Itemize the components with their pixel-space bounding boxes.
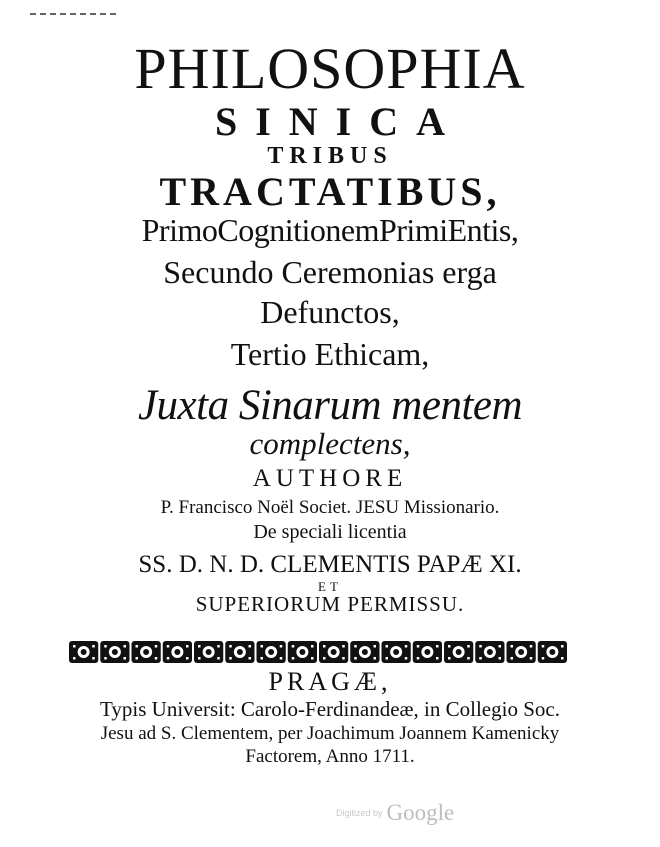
ornament-unit (382, 641, 411, 663)
ornament-unit (225, 641, 254, 663)
ornament-unit (163, 641, 192, 663)
ornament-unit (507, 641, 536, 663)
author-heading: AUTHORE (252, 465, 408, 492)
ornament-unit (288, 641, 317, 663)
google-logo: Google (386, 800, 455, 825)
subtitle-tertio: Tertio Ethicam, (230, 336, 430, 372)
title-sinica: SINICA (214, 99, 464, 144)
ornament-unit (538, 641, 567, 663)
ornament-unit (194, 641, 223, 663)
digitized-by-google-watermark (336, 800, 516, 830)
et-line: ET (318, 579, 342, 594)
ornament-unit (69, 641, 98, 663)
ornament-unit (350, 641, 379, 663)
subtitle-defunctos: Defunctos, (260, 294, 400, 330)
ornament-unit (444, 641, 473, 663)
licence-line: De speciali licentia (253, 521, 407, 543)
pope-line: SS. D. N. D. CLEMENTIS PAPÆ XI. (138, 551, 522, 578)
imprint-printer-cont: Jesu ad S. Clementem, per Joachimum Joannem Kamenicky (100, 723, 560, 744)
subtitle-secundo: Secundo Ceremonias erga (163, 254, 497, 290)
scan-artifact (30, 13, 120, 15)
printer-ornament-band (68, 637, 568, 667)
title-tribus: TRIBUS (267, 143, 393, 169)
imprint-date: Factorem, Anno 1711. (245, 746, 415, 767)
author-name: P. Francisco Noël Societ. JESU Missionario. (160, 497, 500, 518)
subtitle-primo: PrimoCognitionemPrimiEntis, (141, 212, 519, 248)
subtitle-complectens: complectens, (249, 426, 411, 461)
ornament-unit (413, 641, 442, 663)
title-philosophia: PHILOSOPHIA (134, 36, 526, 101)
imprint-printer: Typis Universit: Carolo-Ferdinandeæ, in Collegio Soc. (100, 697, 560, 721)
subtitle-juxta: Juxta Sinarum mentem (137, 382, 523, 429)
ornament-unit (475, 641, 504, 663)
ornament-unit (319, 641, 348, 663)
title-tractatibus: TRACTATIBUS, (159, 169, 501, 214)
watermark-prefix: Digitized by (336, 808, 383, 818)
ornament-unit (100, 641, 129, 663)
ornament-unit (132, 641, 161, 663)
superiorum-line: SUPERIORUM PERMISSU. (195, 592, 465, 616)
ornament-unit (257, 641, 286, 663)
imprint-place: PRAGÆ, (268, 667, 392, 696)
